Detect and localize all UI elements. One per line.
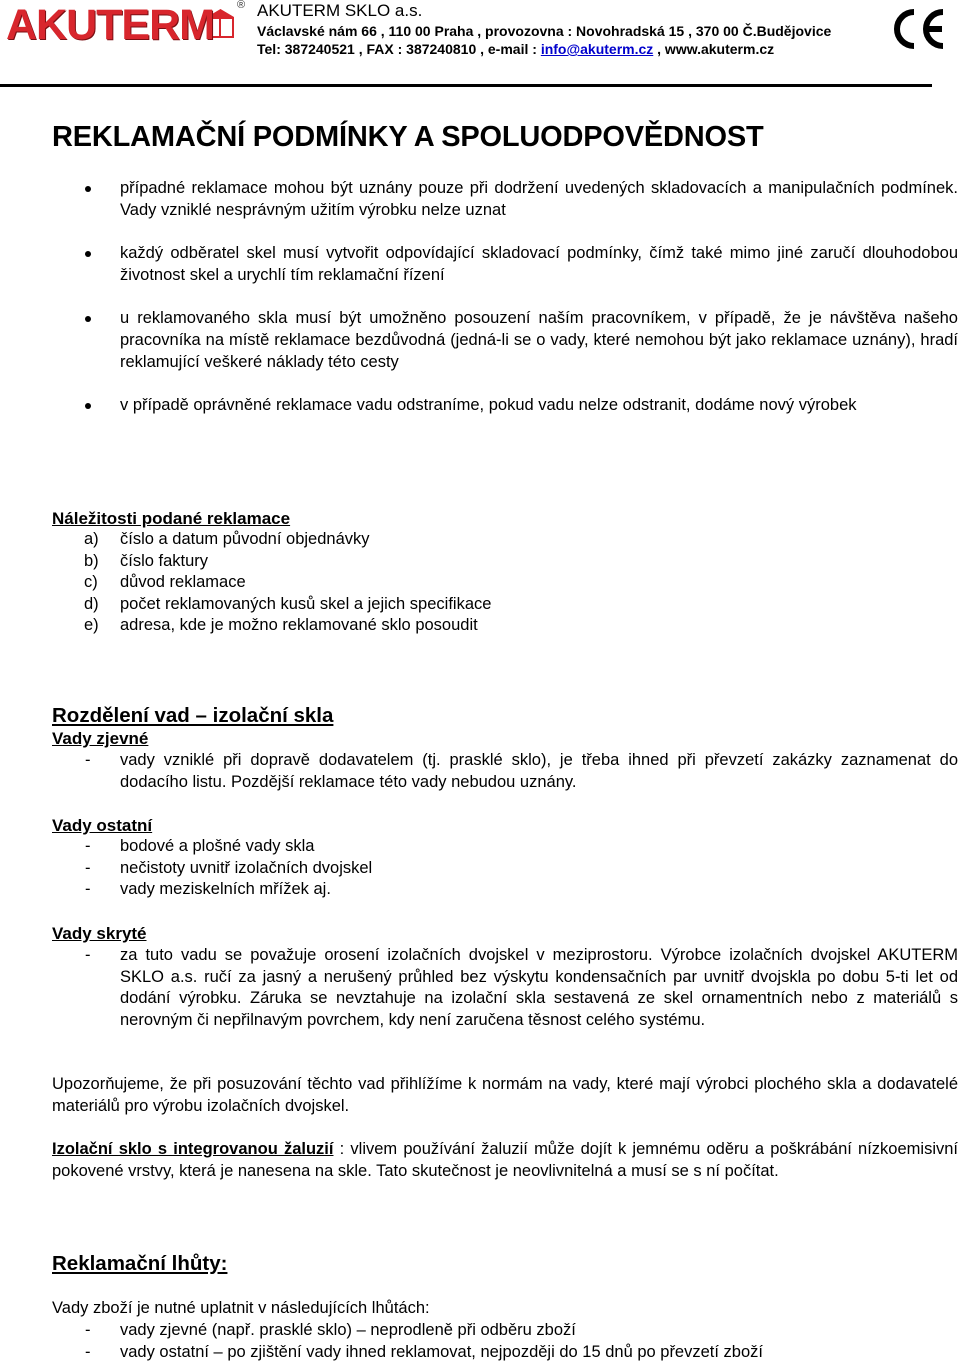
blinds-label: Izolační sklo s integrovanou žaluzií [52, 1140, 334, 1158]
list-item: - bodové a plošné vady skla [85, 837, 315, 855]
requirements-list [84, 529, 884, 637]
requirements-heading: Náležitosti podané reklamace [52, 509, 291, 528]
email-link[interactable]: info@akuterm.cz [540, 41, 654, 57]
letterhead [0, 0, 960, 90]
company-name: AKUTERM SKLO a.s. [257, 1, 423, 20]
phone-fax: Tel: 387240521 , FAX : 387240810 , e-mail : [257, 41, 541, 57]
deadlines-list [52, 1320, 958, 1363]
blinds-paragraph [52, 1139, 958, 1182]
defects-heading: Rozdělení vad – izolační skla [52, 704, 334, 727]
list-item: b) číslo faktury [84, 551, 209, 570]
list-item: - vady zjevné (např. prasklé sklo) – neprodleně při odběru zboží [85, 1321, 576, 1339]
other-defects-list [52, 836, 958, 901]
list-item: e) adresa, kde je možno reklamované sklo posoudit [84, 616, 478, 635]
list-item: každý odběratel skel musí vytvořit odpovídající skladovací podmínky, čímž také mimo jiné zaručí dlouhodobou životnost skel a urychlí tím reklamační řízení [83, 243, 958, 286]
page-title: REKLAMAČNÍ PODMÍNKY A SPOLUODPOVĚDNOST [52, 121, 764, 153]
hidden-defects-list [52, 945, 958, 1031]
hidden-defects-heading: Vady skryté [52, 924, 147, 943]
company-contacts [257, 41, 774, 58]
list-item: - za tuto vadu se považuje orosení izolačních dvojskel v meziprostoru. Výrobce izolačních dvojskel AKUTERM SKLO a.s. ručí za jasný a nerušený průhled bez výskytu kondensačních par uvnitř dvojskla po dobu 5-ti let od dodání výrobku. Záruka se nevztahuje na izolační skla sestavená ze skel ornamentních nebo z materiálů s nerovným či nepřilnavým povrchem, kdy není zaručena těsnost celého systému. [85, 946, 958, 1029]
deadlines-intro: Vady zboží je nutné uplatnit v následujících lhůtách: [52, 1299, 430, 1317]
list-item: - vady meziskelních mřížek aj. [85, 880, 331, 899]
visible-defects-heading: Vady zjevné [52, 729, 149, 748]
company-logo [6, 0, 246, 49]
other-defects-heading: Vady ostatní [52, 816, 153, 835]
list-item: - vady vzniklé při dopravě dodavatelem (tj. prasklé sklo), je třeba ihned při převzetí zakázky zaznamenat do dodacího listu. Pozdější reklamace této vady nebudou uznány. [85, 751, 958, 791]
notice-paragraph: Upozorňujeme, že při posuzování těchto vad přihlížíme k normám na vady, které mají výrobci plochého skla a dodavatelé materiálů pro výrobu izolačních dvojskel. [52, 1075, 958, 1115]
list-item: - vady ostatní – po zjištění vady ihned reklamovat, nejpozději do 15 dnů po převzetí zboží [85, 1342, 763, 1361]
deadlines-heading: Reklamační lhůty: [52, 1252, 228, 1275]
list-item: - nečistoty uvnitř izolačních dvojskel [85, 858, 373, 877]
list-item: d) počet reklamovaných kusů skel a jejich specifikace [84, 594, 492, 613]
blinds-text: : vlivem používání žaluzií může dojít k jemnému oděru a poškrábání nízkoemisivní pokovené vrstvy, která je nanesena na skle. Tato skutečnost je neovlivnitelná a musí se s ní počítat. [52, 1140, 958, 1180]
conditions-list [83, 178, 958, 417]
website: , www.akuterm.cz [653, 41, 775, 57]
registered-mark: ® [237, 0, 246, 11]
list-item: v případě oprávněné reklamace vadu odstraníme, pokud vadu nelze odstranit, dodáme nový výrobek [83, 395, 958, 417]
list-item: případné reklamace mohou být uznány pouze při dodržení uvedených skladovacích a manipulačních podmínek. Vady vzniklé nesprávným užitím výrobku nelze uznat [83, 178, 958, 221]
header-divider [0, 84, 932, 87]
visible-defects-list [52, 750, 958, 793]
list-item: u reklamovaného skla musí být umožněno posouzení naším pracovníkem, v případě, že je návštěva našeho pracovníka na místě reklamace bezdůvodná (jedná-li se o vady, které nemohou být jako reklamace uznány), hradí reklamující veškeré náklady této cesty [83, 308, 958, 373]
logo-wordmark: AKUTERM [6, 1, 214, 49]
ce-mark-icon [888, 6, 948, 52]
list-item: c) důvod reklamace [84, 573, 246, 592]
list-item: a) číslo a datum původní objednávky [84, 530, 370, 548]
company-address: Václavské nám 66 , 110 00 Praha , provozovna : Novohradská 15 , 370 00 Č.Budějovice [257, 23, 832, 39]
